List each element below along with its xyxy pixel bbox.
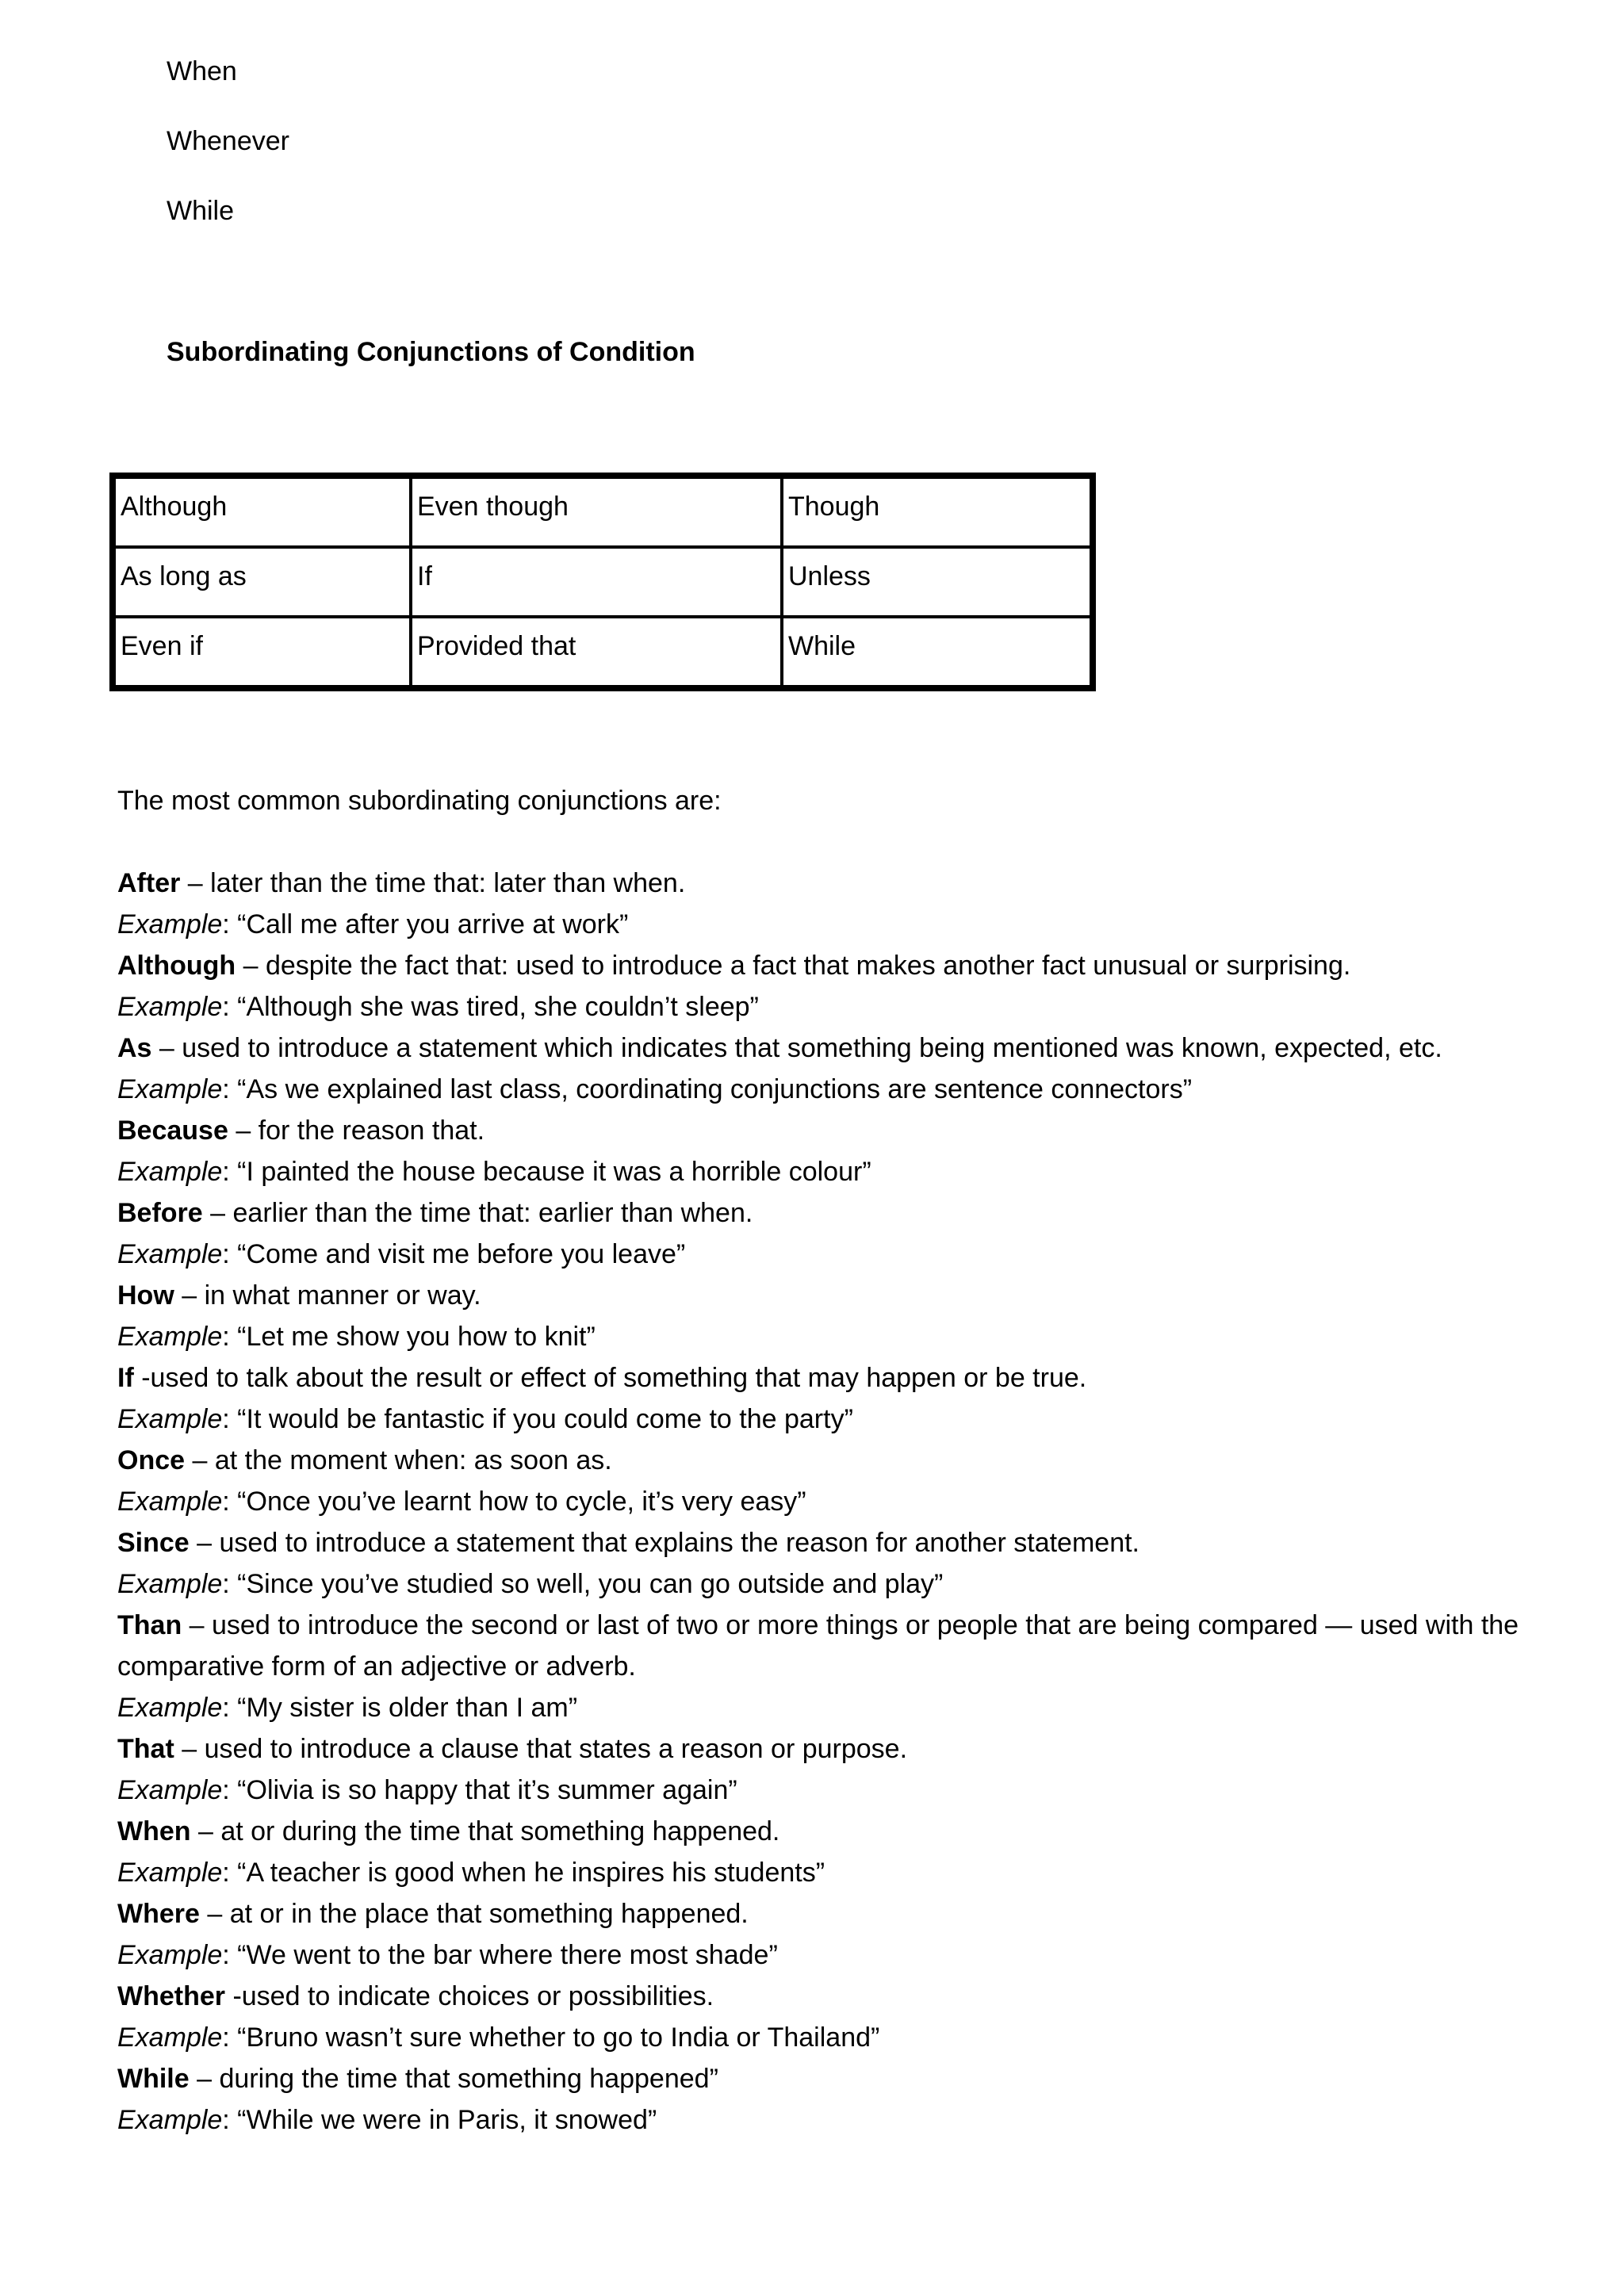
example-label: Example — [117, 1693, 223, 1723]
intro-text: The most common subordinating conjunctions are: — [117, 786, 722, 816]
example-line — [117, 1563, 1537, 1605]
definition-line — [117, 863, 1537, 904]
definition-text: – for the reason that. — [228, 1115, 485, 1146]
definition-text: – at the moment when: as soon as. — [185, 1445, 612, 1475]
example-text: : “Since you’ve studied so well, you can go outside and play” — [222, 1569, 944, 1599]
conjunction-term: Before — [117, 1198, 203, 1228]
example-line — [117, 1852, 1537, 1893]
condition-conjunctions-table — [109, 473, 1096, 691]
definition-line — [117, 1522, 1537, 1563]
conjunction-term: After — [117, 868, 181, 898]
example-line — [117, 904, 1537, 945]
definition-text: – at or in the place that something happened. — [199, 1899, 749, 1929]
example-label: Example — [117, 1569, 223, 1599]
example-text: : “I painted the house because it was a horrible colour” — [222, 1157, 871, 1187]
table-row — [113, 617, 1093, 688]
example-text: : “Let me show you how to knit” — [222, 1322, 596, 1352]
table-cell: Even if — [113, 617, 411, 688]
list-item: While — [167, 196, 235, 226]
example-label: Example — [117, 1074, 223, 1104]
definition-text: – used to introduce a statement that explains the reason for another statement. — [189, 1528, 1140, 1558]
definition-text: – earlier than the time that: earlier than when. — [202, 1198, 753, 1228]
definition-line — [117, 1440, 1537, 1481]
table-cell: Though — [782, 476, 1093, 547]
example-label: Example — [117, 992, 223, 1022]
example-text: : “Olivia is so happy that it’s summer again” — [222, 1775, 737, 1805]
definition-text: – used to introduce the second or last of two or more things or people that are being compared — used with the comparative form of an adjective or adverb. — [117, 1610, 1519, 1682]
example-line — [117, 1687, 1537, 1728]
example-text: : “A teacher is good when he inspires his students” — [222, 1858, 825, 1888]
conjunction-term: If — [117, 1363, 134, 1393]
definition-text: – in what manner or way. — [174, 1280, 481, 1311]
example-label: Example — [117, 1775, 223, 1805]
section-heading: Subordinating Conjunctions of Condition — [167, 337, 695, 367]
conjunction-term: While — [117, 2064, 190, 2094]
conjunction-term: How — [117, 1280, 174, 1311]
definition-line — [117, 1811, 1537, 1852]
example-label: Example — [117, 909, 223, 939]
example-line — [117, 1234, 1537, 1275]
list-item: When — [167, 56, 237, 86]
definition-line — [117, 1357, 1537, 1399]
example-text: : “My sister is older than I am” — [222, 1693, 578, 1723]
table-cell: Even though — [411, 476, 782, 547]
example-label: Example — [117, 2105, 223, 2135]
definition-line — [117, 1110, 1537, 1151]
example-line — [117, 1399, 1537, 1440]
table-cell: Although — [113, 476, 411, 547]
conjunction-term: That — [117, 1734, 174, 1764]
table-cell: While — [782, 617, 1093, 688]
definition-line — [117, 2058, 1537, 2099]
example-text: : “Although she was tired, she couldn’t sleep” — [222, 992, 759, 1022]
conjunction-term: Whether — [117, 1981, 225, 2011]
definition-line — [117, 1275, 1537, 1316]
example-text: : “Call me after you arrive at work” — [222, 909, 629, 939]
example-label: Example — [117, 1157, 223, 1187]
definition-line — [117, 1976, 1537, 2017]
time-conjunction-list — [167, 54, 289, 263]
example-label: Example — [117, 1404, 223, 1434]
example-label: Example — [117, 1487, 223, 1517]
example-line — [117, 2017, 1537, 2058]
example-label: Example — [117, 1940, 223, 1970]
table-cell: If — [411, 547, 782, 617]
example-line — [117, 1934, 1537, 1976]
example-line — [117, 1069, 1537, 1110]
definition-text: – at or during the time that something happened. — [190, 1816, 780, 1846]
definition-line — [117, 1192, 1537, 1234]
table-cell: As long as — [113, 547, 411, 617]
conjunction-term: Where — [117, 1899, 200, 1929]
definition-text: – used to introduce a clause that states a reason or purpose. — [174, 1734, 908, 1764]
definition-line — [117, 1027, 1537, 1069]
example-text: : “It would be fantastic if you could come to the party” — [222, 1404, 853, 1434]
definition-text: – used to introduce a statement which indicates that something being mentioned was known, expected, etc. — [151, 1033, 1442, 1063]
example-line — [117, 1770, 1537, 1811]
example-line — [117, 2099, 1537, 2141]
example-text: : “Bruno wasn’t sure whether to go to India or Thailand” — [222, 2022, 880, 2053]
definition-line — [117, 945, 1537, 986]
example-label: Example — [117, 1858, 223, 1888]
example-label: Example — [117, 2022, 223, 2053]
definition-text: – despite the fact that: used to introduce a fact that makes another fact unusual or surprising. — [236, 951, 1351, 981]
example-text: : “While we were in Paris, it snowed” — [222, 2105, 657, 2135]
conjunction-term: Although — [117, 951, 236, 981]
example-line — [117, 986, 1537, 1027]
example-line — [117, 1316, 1537, 1357]
definition-text: – later than the time that: later than when. — [180, 868, 686, 898]
conjunction-term: When — [117, 1816, 191, 1846]
conjunction-term: Than — [117, 1610, 182, 1640]
list-item: Whenever — [167, 126, 289, 156]
conjunction-term: Because — [117, 1115, 228, 1146]
table-cell: Unless — [782, 547, 1093, 617]
example-text: : “As we explained last class, coordinating conjunctions are sentence connectors” — [222, 1074, 1193, 1104]
example-text: : “Come and visit me before you leave” — [222, 1239, 686, 1269]
table-row — [113, 476, 1093, 547]
table-cell: Provided that — [411, 617, 782, 688]
conjunction-term: As — [117, 1033, 152, 1063]
definition-line — [117, 1605, 1537, 1687]
example-label: Example — [117, 1239, 223, 1269]
example-text: : “We went to the bar where there most shade” — [222, 1940, 778, 1970]
definition-text: -used to talk about the result or effect of something that may happen or be true. — [133, 1363, 1087, 1393]
example-line — [117, 1481, 1537, 1522]
example-text: : “Once you’ve learnt how to cycle, it’s very easy” — [222, 1487, 806, 1517]
definition-text: -used to indicate choices or possibilities. — [225, 1981, 714, 2011]
table-row — [113, 547, 1093, 617]
definition-line — [117, 1728, 1537, 1770]
definition-text: – during the time that something happened” — [189, 2064, 718, 2094]
example-line — [117, 1151, 1537, 1192]
conjunction-term: Once — [117, 1445, 186, 1475]
conjunction-term: Since — [117, 1528, 190, 1558]
conjunction-definitions — [117, 863, 1537, 2141]
definition-line — [117, 1893, 1537, 1934]
example-label: Example — [117, 1322, 223, 1352]
